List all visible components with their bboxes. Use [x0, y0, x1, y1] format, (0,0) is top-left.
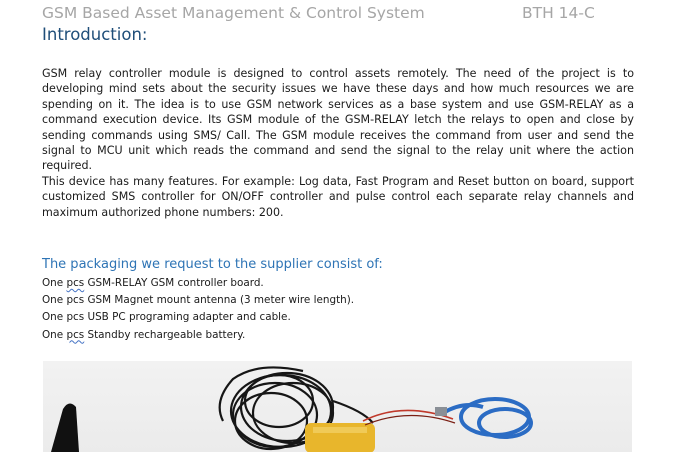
- introduction-paragraph-2: This device has many features. For example: Log data, Fast Program and Reset button on board, support customized SMS controller for ON/OFF controller and pulse control each separate relay channels and maximum authorized phone numbers: 200.: [42, 174, 634, 219]
- item-text: One: [42, 328, 67, 341]
- introduction-heading: Introduction:: [42, 25, 148, 44]
- item-text: One pcs GSM Magnet mount antenna (3 meter wire length).: [42, 294, 355, 307]
- spellcheck-word: pcs: [66, 328, 85, 341]
- item-text: Standby rechargeable battery.: [84, 328, 246, 341]
- item-text: GSM-RELAY GSM controller board.: [84, 277, 264, 289]
- usb-cable: [443, 399, 531, 437]
- packaging-item-antenna: [42, 292, 354, 309]
- battery-pack: [305, 423, 375, 452]
- packaging-item-battery: [42, 327, 354, 344]
- packaging-item-usb-adapter: [42, 309, 354, 326]
- antenna-shape: [51, 403, 79, 452]
- item-text: One: [42, 277, 67, 289]
- product-photo-illustration: [43, 361, 632, 452]
- spellcheck-word: pcs: [66, 277, 85, 289]
- introduction-paragraph-1: GSM relay controller module is designed to control assets remotely. The need of the project is to developing mind sets about the security issues we have these days and how much resources we are spending on it. The idea is to use GSM network services as a base system and use GSM-RELAY as a command execution device. Its GSM module of the GSM-RELAY letch the relays to open and close by sending commands using SMS/ Call. The GSM module receives the command from user and send the signal to MCU unit which reads the command and send the signal to the relay unit where the action required.: [42, 67, 634, 173]
- product-photo: [43, 361, 632, 452]
- document-code: BTH 14-C: [522, 4, 595, 22]
- item-text: One pcs USB PC programing adapter and cable.: [42, 311, 291, 324]
- packaging-item-controller-board: [42, 275, 354, 292]
- red-wire: [365, 415, 455, 425]
- packaging-heading: The packaging we request to the supplier consist of:: [42, 257, 383, 272]
- usb-connector: [435, 407, 447, 416]
- page-header: [42, 3, 638, 23]
- packaging-list: [42, 275, 354, 344]
- document-title: GSM Based Asset Management & Control System: [42, 4, 425, 22]
- introduction-body: [42, 66, 634, 220]
